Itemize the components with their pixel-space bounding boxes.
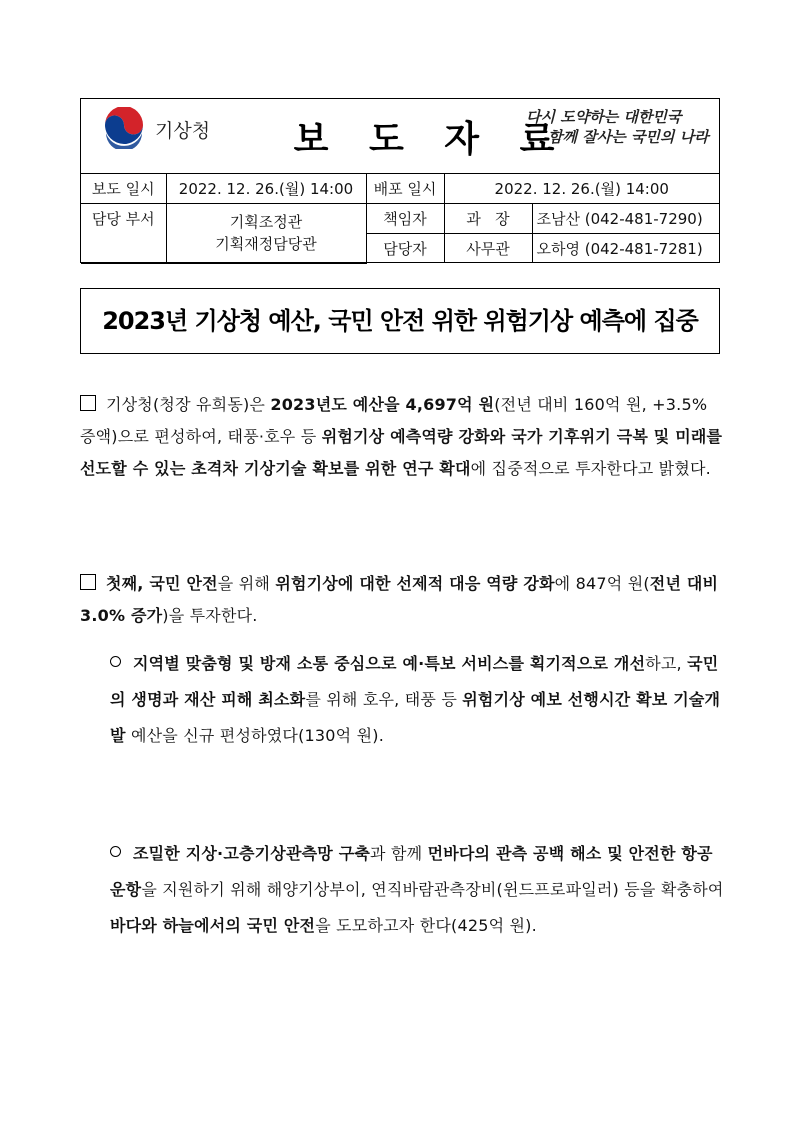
bold-text: 지역별 맞춤형 및 방재 소통 중심으로 예·특보 서비스를 획기적으로 개선 (133, 654, 646, 673)
bold-text: 전년 대비 3.0% 증가 (80, 574, 719, 625)
text: 에 집중적으로 투자한다고 밝혔다. (470, 459, 711, 478)
kma-logo (103, 107, 228, 147)
text: 과 함께 (370, 844, 428, 863)
slogan-line-1: 다시 도약하는 대한민국 (526, 108, 682, 126)
circle-bullet-icon (110, 846, 121, 857)
paragraph-2 (80, 568, 725, 632)
report-date-label: 보도 일시 (81, 174, 166, 204)
bold-text: 위험기상 예측역량 강화와 국가 기후위기 극복 및 미래를 선도할 수 있는 초격차 기상기술 확보를 위한 연구 확대 (80, 427, 723, 478)
government-slogan (526, 107, 716, 147)
text: 를 위해 호우, 태풍 등 (305, 690, 463, 709)
header-banner (81, 99, 719, 174)
checkbox-bullet-icon (80, 574, 96, 590)
text: 하고, (645, 654, 688, 673)
text: 기상청(청장 유희동)은 (106, 395, 271, 414)
taeguk-emblem-icon (103, 107, 145, 149)
paragraph-4 (110, 836, 725, 944)
bold-text: 바다와 하늘에서의 국민 안전 (110, 916, 316, 935)
circle-bullet-icon (110, 656, 121, 667)
release-info-table (81, 173, 719, 264)
bold-text: 먼바다의 관측 공백 해소 및 안전한 항공 운항 (110, 844, 713, 899)
text: 에 847억 원( (554, 574, 650, 593)
contact-person: 오하영 (042-481-7281) (532, 234, 719, 264)
manager-label: 책임자 (366, 204, 444, 234)
department-line-1: 기획조정관 (229, 213, 303, 232)
bold-text: 조밀한 지상·고층기상관측망 구축 (133, 844, 371, 863)
paragraph-1 (80, 389, 725, 485)
headline: 2023년 기상청 예산, 국민 안전 위한 위험기상 예측에 집중 (80, 288, 720, 354)
department-value (166, 204, 366, 264)
checkbox-bullet-icon (80, 395, 96, 411)
bold-text: 2023년도 예산을 4,697억 원 (270, 395, 495, 414)
text: 을 도모하고자 한다(425억 원). (315, 916, 537, 935)
logo-text: 기상청 (155, 120, 211, 142)
text: 을 위해 (217, 574, 276, 593)
bold-text: 국민의 생명과 재산 피해 최소화 (110, 654, 719, 709)
table-row (81, 204, 719, 234)
document-type-title: 보 도 자 료 (293, 118, 569, 160)
text: 을 지원하기 위해 해양기상부이, 연직바람관측장비(윈드프로파일러) 등을 확충하여 (141, 880, 724, 899)
release-date-value: 2022. 12. 26.(월) 14:00 (444, 174, 719, 204)
report-date-value: 2022. 12. 26.(월) 14:00 (166, 174, 366, 204)
contact-title: 사무관 (444, 234, 532, 264)
contact-label: 담당자 (366, 234, 444, 264)
manager-contact: 조남산 (042-481-7290) (532, 204, 719, 234)
bold-text: 위험기상에 대한 선제적 대응 역량 강화 (275, 574, 555, 593)
slogan-line-2: 함께 잘사는 국민의 나라 (548, 128, 709, 146)
release-date-label: 배포 일시 (366, 174, 444, 204)
department-label: 담당 부서 (81, 204, 166, 264)
paragraph-3 (110, 646, 725, 754)
manager-title: 과 장 (444, 204, 532, 234)
text: 예산을 신규 편성하였다(130억 원). (125, 726, 384, 745)
department-line-2: 기획재정담당관 (215, 235, 317, 254)
table-row (81, 174, 719, 204)
press-release-header (80, 98, 720, 263)
bold-text: 위험기상 예보 선행시간 확보 기술개발 (110, 690, 721, 745)
text: )을 투자한다. (162, 606, 258, 625)
bold-text: 첫째, 국민 안전 (106, 574, 218, 593)
text: (전년 대비 160억 원, +3.5% 증액)으로 편성하여, 태풍·호우 등 (80, 395, 708, 446)
